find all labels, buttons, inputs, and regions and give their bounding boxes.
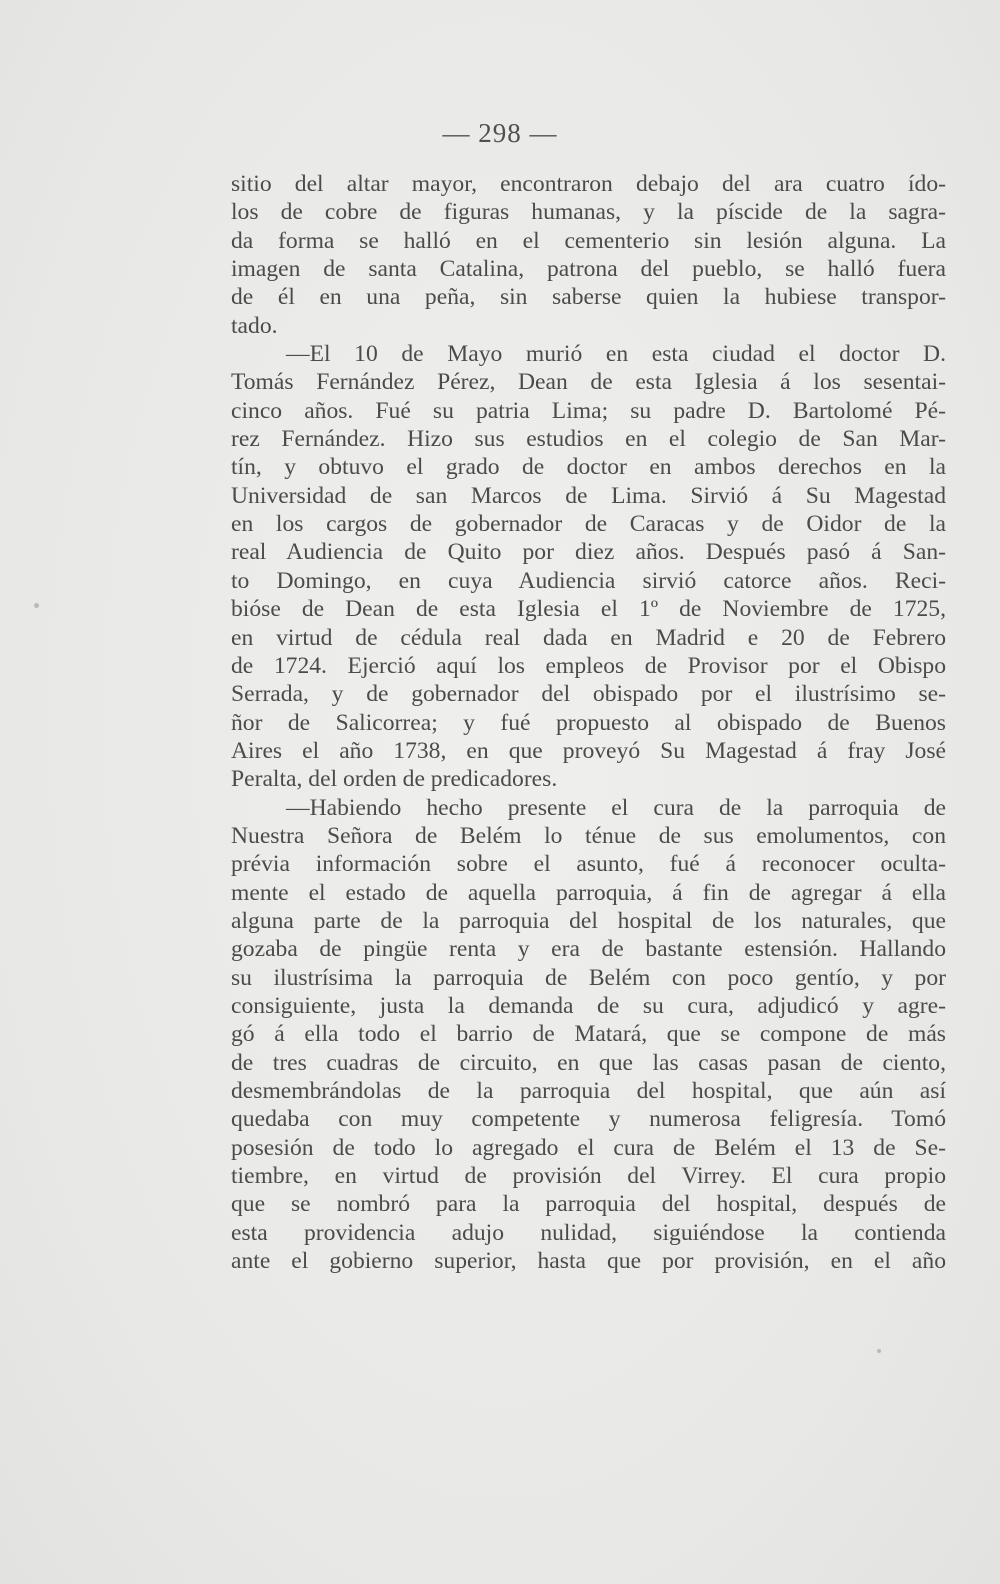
text-line: bióse de Dean de esta Iglesia el 1º de Noviembre de 1725, bbox=[231, 596, 946, 623]
text-line: tado. bbox=[231, 312, 278, 339]
text-line: Serrada, y de gobernador del obispado por el ilustrísimo se- bbox=[231, 681, 946, 708]
text-line: los de cobre de figuras humanas, y la píscide de la sagra- bbox=[231, 199, 946, 226]
text-line: —Habiendo hecho presente el cura de la parroquia de bbox=[286, 794, 946, 821]
text-line: da forma se halló en el cementerio sin lesión alguna. La bbox=[231, 227, 946, 254]
text-line: tiembre, en virtud de provisión del Virrey. El cura propio bbox=[231, 1163, 946, 1190]
text-line: Aires el año 1738, en que proveyó Su Magestad á fray José bbox=[231, 737, 946, 764]
text-line: Universidad de san Marcos de Lima. Sirvió á Su Magestad bbox=[231, 482, 946, 509]
text-line: en los cargos de gobernador de Caracas y de Oidor de la bbox=[231, 511, 946, 538]
text-line: real Audiencia de Quito por diez años. Después pasó á San- bbox=[231, 539, 946, 566]
text-line: mente el estado de aquella parroquia, á fin de agregar á ella bbox=[231, 879, 946, 906]
text-line: tín, y obtuvo el grado de doctor en ambos derechos en la bbox=[231, 454, 946, 481]
text-line: posesión de todo lo agregado el cura de Belém el 13 de Se- bbox=[231, 1134, 946, 1161]
text-line: de él en una peña, sin saberse quien la hubiese transpor- bbox=[231, 284, 946, 311]
page-number: — 298 — bbox=[442, 118, 558, 148]
text-line: cinco años. Fué su patria Lima; su padre D. Bartolomé Pé- bbox=[231, 397, 946, 424]
text-line: de tres cuadras de circuito, en que las casas pasan de ciento, bbox=[231, 1049, 946, 1076]
text-line: gozaba de pingüe renta y era de bastante estensión. Hallando bbox=[231, 936, 946, 963]
text-line: Nuestra Señora de Belém lo ténue de sus emolumentos, con bbox=[231, 822, 946, 849]
text-line: —El 10 de Mayo murió en esta ciudad el doctor D. bbox=[286, 341, 946, 368]
text-line: to Domingo, en cuya Audiencia sirvió catorce años. Reci- bbox=[231, 567, 946, 594]
text-line: sitio del altar mayor, encontraron debajo del ara cuatro ído- bbox=[231, 171, 946, 197]
text-line: consiguiente, justa la demanda de su cura, adjudicó y agre- bbox=[231, 992, 946, 1019]
text-line: Tomás Fernández Pérez, Dean de esta Iglesia á los sesentai- bbox=[231, 369, 946, 396]
text-line: ñor de Salicorrea; y fué propuesto al obispado de Buenos bbox=[231, 709, 946, 736]
paper-speck bbox=[34, 603, 39, 608]
text-line: de 1724. Ejerció aquí los empleos de Provisor por el Obispo bbox=[231, 652, 946, 679]
text-line: desmembrándolas de la parroquia del hospital, que aún así bbox=[231, 1078, 946, 1104]
text-line: imagen de santa Catalina, patrona del pueblo, se halló fuera bbox=[231, 256, 946, 283]
text-line: rez Fernández. Hizo sus estudios en el colegio de San Mar- bbox=[231, 426, 946, 453]
text-line: quedaba con muy competente y numerosa feligresía. Tomó bbox=[231, 1106, 946, 1133]
body-text bbox=[231, 170, 946, 1275]
text-line: su ilustrísima la parroquia de Belém con poco gentío, y por bbox=[231, 964, 946, 991]
text-line: que se nombró para la parroquia del hospital, después de bbox=[231, 1191, 946, 1218]
text-line: prévia información sobre el asunto, fué á reconocer oculta- bbox=[231, 851, 946, 878]
text-line: gó á ella todo el barrio de Matará, que se compone de más bbox=[231, 1021, 946, 1048]
text-line: en virtud de cédula real dada en Madrid e 20 de Febrero bbox=[231, 624, 946, 651]
text-line: alguna parte de la parroquia del hospital de los naturales, que bbox=[231, 907, 946, 934]
text-line: esta providencia adujo nulidad, siguiéndose la contienda bbox=[231, 1219, 946, 1246]
paper-speck bbox=[877, 1349, 881, 1353]
text-line: ante el gobierno superior, hasta que por provisión, en el año bbox=[231, 1248, 946, 1275]
text-line: Peralta, del orden de predicadores. bbox=[231, 766, 558, 793]
